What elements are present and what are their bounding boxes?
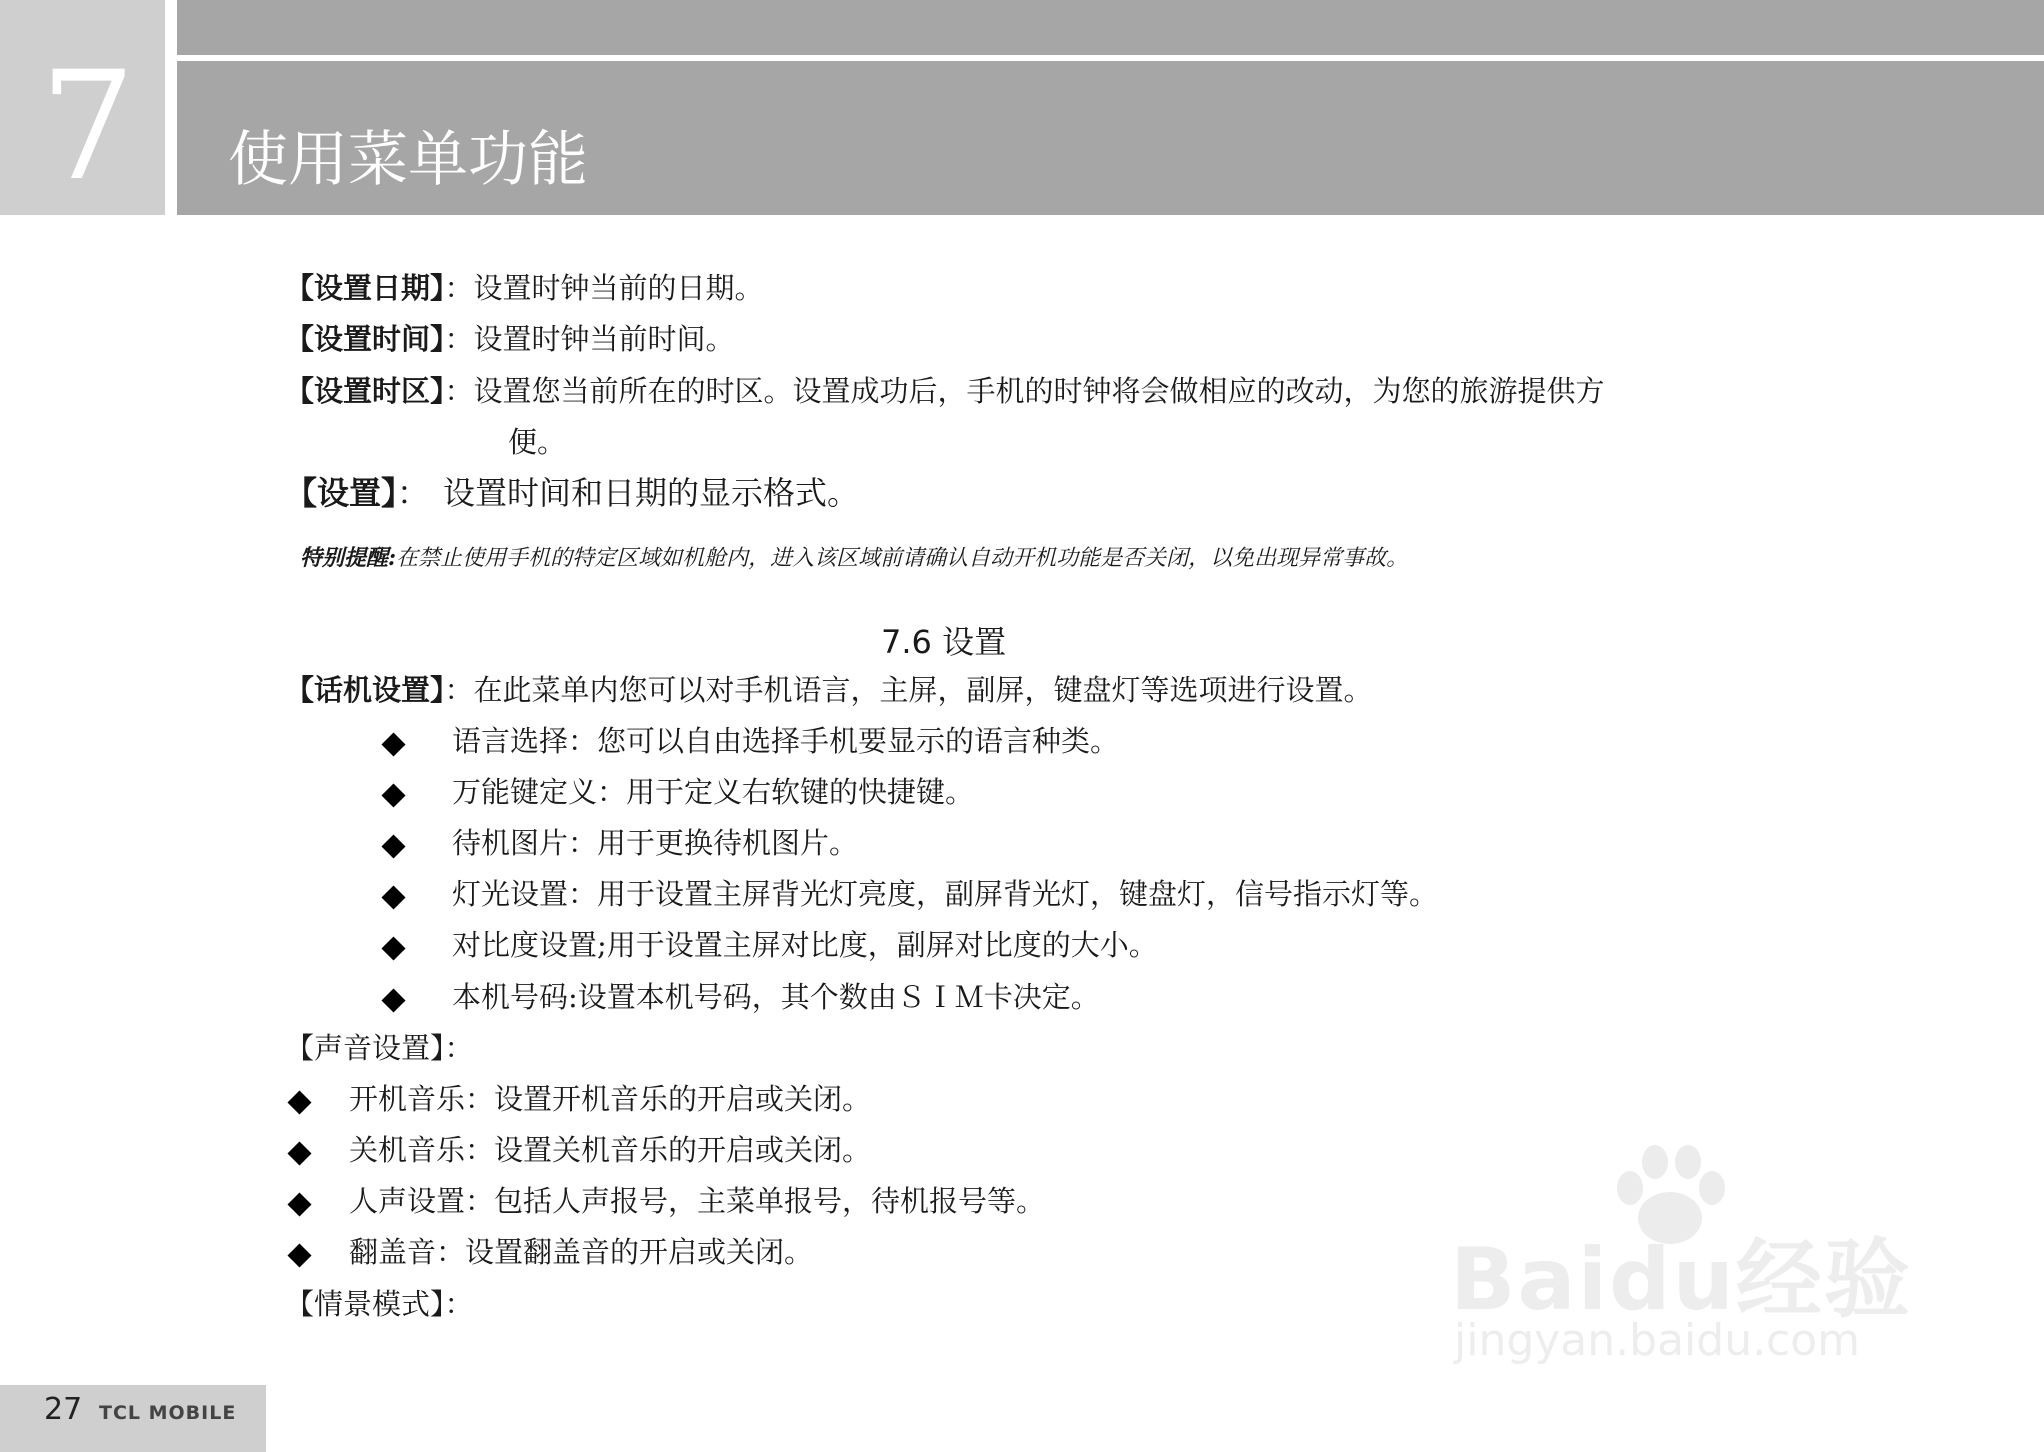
list-item-text: 本机号码:设置本机号码，其个数由ＳＩＭ卡决定。 [452,980,1100,1014]
list-item-text: 开机音乐：设置开机音乐的开启或关闭。 [349,1082,872,1116]
brand-name: TCL MOBILE [99,1402,237,1424]
phone-settings-label: 【话机设置】 [285,673,445,707]
watermark-logo: Baidu经验 [1450,1230,1912,1330]
chapter-title: 使用菜单功能 [228,125,588,195]
chapter-number: 7 [40,40,136,214]
set-timezone-label: 【设置时区】 [285,374,445,408]
page-number: 27 [44,1392,83,1427]
list-item-text: 关机音乐：设置关机音乐的开启或关闭。 [349,1133,872,1167]
list-item-text: 待机图片：用于更换待机图片。 [452,826,859,860]
phone-settings-row [285,673,1373,708]
phone-settings-text: 在此菜单内您可以对手机语言，主屏，副屏，键盘灯等选项进行设置。 [473,673,1373,707]
diamond-bullet-icon [287,1192,311,1216]
set-format-text: 设置时间和日期的显示格式。 [443,474,860,512]
set-date-text: 设置时钟当前的日期。 [473,271,764,305]
section-title: 7.6 设置 [881,623,1007,661]
reminder-label: 特别提醒: [300,545,397,571]
special-reminder [300,541,1408,572]
diamond-bullet-icon [381,783,405,807]
list-item-text: 人声设置：包括人声报号，主菜单报号，待机报号等。 [349,1184,1046,1218]
list-item-text: 灯光设置：用于设置主屏背光灯亮度，副屏背光灯，键盘灯，信号指示灯等。 [452,877,1439,911]
set-date-row [285,271,764,306]
set-timezone-row [285,374,1605,409]
set-time-row [285,322,735,357]
diamond-bullet-icon [381,834,405,858]
list-item-text: 对比度设置;用于设置主屏对比度，副屏对比度的大小。 [452,928,1158,962]
diamond-bullet-icon [381,988,405,1012]
list-item-text: 翻盖音：设置翻盖音的开启或关闭。 [349,1235,814,1269]
diamond-bullet-icon [287,1243,311,1267]
set-time-label: 【设置时间】 [285,322,445,356]
separator: ： [444,271,474,305]
list-item-text: 万能键定义：用于定义右软键的快捷键。 [452,775,975,809]
reminder-text: 在禁止使用手机的特定区域如机舱内，进入该区域前请确认自动开机功能是否关闭，以免出现异常事故。 [396,546,1409,571]
set-date-label: 【设置日期】 [285,271,445,305]
header-top-band [177,0,2044,55]
list-item-text: 语言选择：您可以自由选择手机要显示的语言种类。 [452,724,1120,758]
separator: ： [444,322,474,356]
set-format-label: 【设置】 [285,474,398,512]
set-time-text: 设置时钟当前时间。 [473,322,735,356]
diamond-bullet-icon [287,1090,311,1114]
diamond-bullet-icon [381,936,405,960]
separator: ： [444,374,474,408]
set-timezone-text-continued: 便。 [508,425,567,459]
separator: ： [444,673,474,707]
diamond-bullet-icon [287,1141,311,1165]
sound-settings-label: 【声音设置】： [285,1031,474,1065]
diamond-bullet-icon [381,885,405,909]
diamond-bullet-icon [381,732,405,756]
separator: ： [397,474,430,512]
profile-mode-label: 【情景模式】： [285,1287,474,1321]
set-timezone-text: 设置您当前所在的时区。设置成功后，手机的时钟将会做相应的改动，为您的旅游提供方 [473,374,1605,408]
set-format-row [285,474,859,512]
watermark-url: jingyan.baidu.com [1454,1315,1861,1366]
baidu-watermark [1450,1140,1930,1380]
